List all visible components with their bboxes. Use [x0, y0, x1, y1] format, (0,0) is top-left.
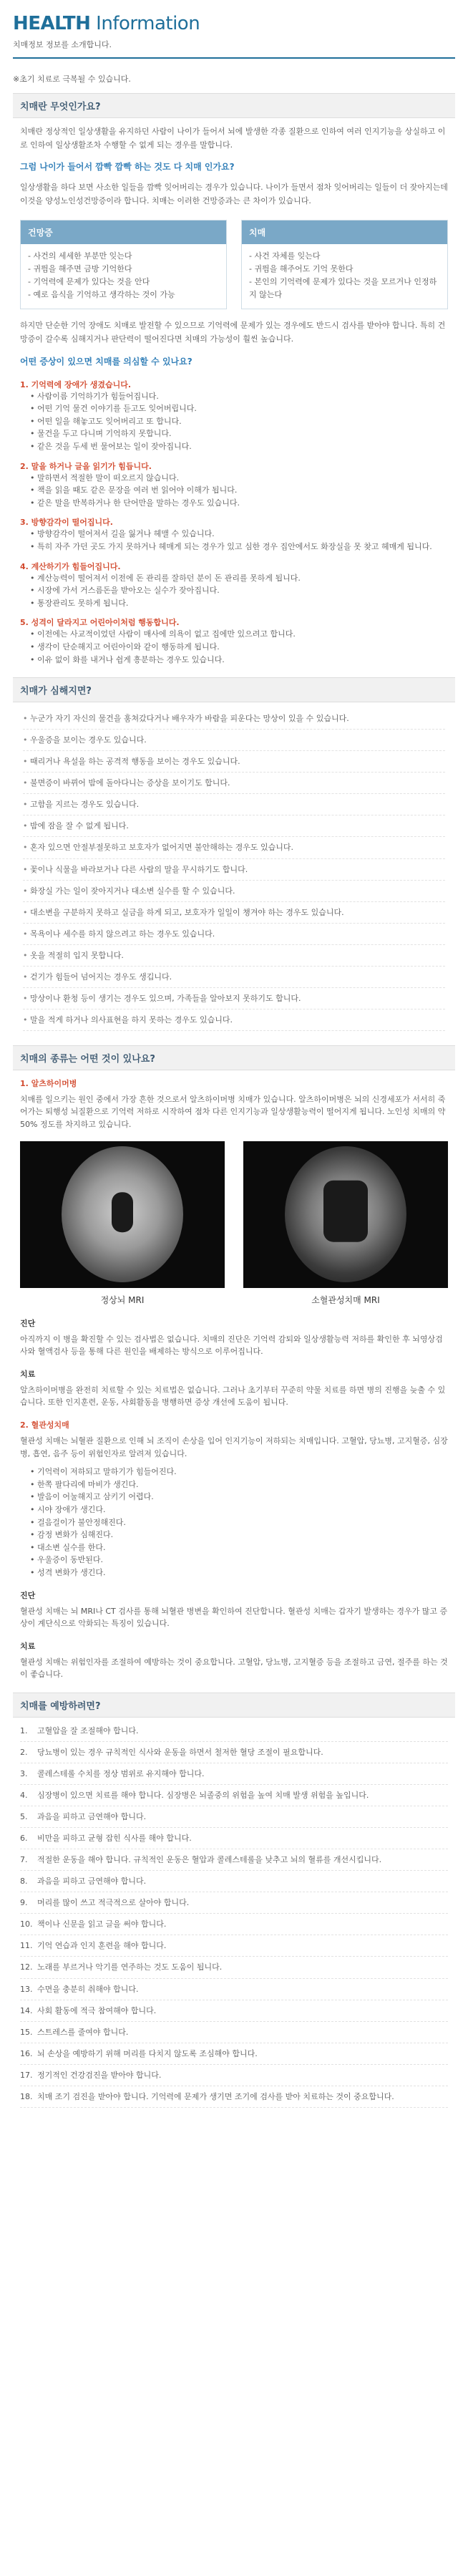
item-text: 과음을 피하고 금연해야 합니다. [37, 1812, 147, 1822]
item-text: 스트레스를 줄여야 합니다. [37, 2027, 129, 2037]
normal-mri-caption: 정상뇌 MRI [100, 1294, 145, 1305]
diagnosis-text-2: 혈관성 치매는 뇌 MRI나 CT 검사를 통해 뇌혈관 병변을 확인하여 진단합니다. 혈관성 치매는 갑자기 발생하는 경우가 많고 증상이 계단식으로 악화되는 특징이 있습니다. [20, 1606, 448, 1629]
list-item [20, 2043, 448, 2065]
list-item [20, 1849, 448, 1871]
list-item: • 시야 장애가 생긴다. [30, 1504, 448, 1516]
symptom-groups [13, 369, 455, 669]
list-item: • 옷을 적절히 입지 못합니다. [23, 945, 445, 967]
list-item: - 본인의 기억력에 문제가 있다는 것을 모르거나 인정하지 않는다 [249, 276, 440, 301]
list-item [20, 1806, 448, 1828]
item-text: 비만을 피하고 균형 잡힌 식사를 해야 합니다. [37, 1834, 192, 1844]
item-number: 17. [20, 2070, 33, 2080]
forgetfulness-text: 일상생활을 하다 보면 사소한 일들을 깜빡 잊어버리는 경우가 있습니다. 나이가 들면서 점차 잊어버리는 일들이 더 잦아지는데 이것을 양성노인성건망증이라 합니다. 치매는 이러한 건망증과는 큰 차이가 있습니다. [20, 183, 448, 206]
item-text: 치매 조기 검진을 받아야 합니다. 기억력에 문제가 생기면 조기에 검사를 받아 치료하는 것이 중요합니다. [37, 2091, 394, 2101]
list-item [20, 1763, 448, 1785]
item-text: 책이나 신문을 읽고 글을 써야 합니다. [37, 1919, 167, 1929]
alzheimer-text: 치매를 일으키는 원인 중에서 가장 흔한 것으로서 알츠하이머병 치매가 있습니다. 알츠하이머병은 뇌의 신경세포가 서서히 죽어가는 퇴행성 뇌질환으로 기억력 저하로 시작하여 점차 다른 인지기능과 일상생활능력이 떨어지게 됩니다. 노인성 치매의 약 50% 정도를 차지하고 있습니다. [20, 1094, 446, 1130]
list-item: • 감정 변화가 심해진다. [30, 1529, 448, 1541]
list-item: • 밤에 잠을 잘 수 없게 됩니다. [23, 815, 445, 837]
symptom-group-title: 4. 계산하기가 힘들어집니다. [20, 561, 121, 571]
treatment-label: 치료 [20, 1369, 36, 1379]
list-item: - 사건 자체를 잊는다 [249, 250, 440, 263]
list-item: • 대소변을 구분하지 못하고 실금을 하게 되고, 보호자가 일일이 챙겨야 하는 경우도 있습니다. [23, 902, 445, 924]
list-item: • 사람이름 기억하기가 힘들어집니다. [30, 390, 448, 403]
header [13, 0, 455, 63]
list-item: • 대소변 실수를 한다. [30, 1541, 448, 1554]
list-item [20, 1871, 448, 1892]
list-item: • 기억력이 저하되고 말하기가 힘들어진다. [30, 1466, 448, 1478]
list-item: • 화장실 가는 일이 잦아지거나 대소변 실수를 할 수 있습니다. [23, 881, 445, 902]
item-number: 6. [20, 1834, 28, 1844]
list-item: • 어떤 기억 물건 이야기를 듣고도 잊어버립니다. [30, 402, 448, 415]
list-item: • 어떤 일을 해놓고도 잊어버리고 또 합니다. [30, 415, 448, 428]
vascular-mri [243, 1141, 448, 1306]
section-worsening: 치매가 심해지면? [13, 677, 455, 702]
item-text: 고혈압을 잘 조절해야 합니다. [37, 1725, 139, 1735]
forgetfulness-box [20, 220, 227, 310]
list-item: • 말을 적게 하거나 의사표현을 하지 못하는 경우도 있습니다. [23, 1009, 445, 1031]
item-number: 10. [20, 1919, 33, 1929]
list-item: • 고함을 지르는 경우도 있습니다. [23, 794, 445, 815]
list-item: • 통장관리도 못하게 됩니다. [30, 597, 448, 610]
item-number: 1. [20, 1725, 28, 1735]
treatment-text-2: 혈관성 치매는 위험인자를 조절하여 예방하는 것이 중요합니다. 고혈압, 당뇨병, 고지혈증 등을 조절하고 금연, 절주를 하는 것이 좋습니다. [20, 1657, 448, 1680]
item-number: 5. [20, 1812, 28, 1822]
item-text: 수면을 충분히 취해야 합니다. [37, 1984, 139, 1994]
item-number: 16. [20, 2048, 33, 2058]
list-item [20, 1979, 448, 2000]
list-item: • 말하면서 적절한 말이 떠오르지 않습니다. [30, 472, 448, 485]
item-number: 8. [20, 1877, 28, 1887]
list-item: • 때리거나 욕설을 하는 공격적 행동을 보이는 경우도 있습니다. [23, 751, 445, 773]
list-item [20, 1785, 448, 1806]
symptoms-question: 어떤 증상이 있으면 치매를 의심할 수 있나요? [20, 356, 192, 367]
list-item [20, 2086, 448, 2108]
vascular-mri-image [243, 1141, 448, 1288]
vascular-title: 2. 혈관성치매 [20, 1420, 69, 1430]
list-item [20, 2022, 448, 2043]
dementia-box-list [242, 244, 447, 309]
symptom-group-title: 3. 방향감각이 떨어집니다. [20, 518, 113, 528]
section-types: 치매의 종류는 어떤 것이 있나요? [13, 1045, 455, 1070]
forgetfulness-warning: 하지만 단순한 기억 장애도 치매로 발전할 수 있으므로 기억력에 문제가 있는 경우에도 반드시 검사를 받아야 합니다. 특히 건망증이 갈수록 심해지거나 판단력이 떨어진다면 치매의 가능성이 훨씬 높습니다. [20, 321, 446, 344]
brain-ventricle [323, 1181, 368, 1242]
list-item: • 우울증이 동반된다. [30, 1554, 448, 1567]
list-item: • 꽃이나 식물을 바라보거나 다른 사람의 말을 무시하기도 합니다. [23, 859, 445, 881]
list-item: • 같은 말을 반복하거나 한 단어만을 말하는 경우도 있습니다. [30, 497, 448, 510]
title-information: Information [90, 13, 200, 34]
item-number: 15. [20, 2027, 33, 2037]
item-number: 9. [20, 1898, 28, 1908]
list-item: • 방향감각이 떨어져서 길을 잃거나 헤맬 수 있습니다. [30, 528, 448, 541]
list-item: • 불면증이 바뀌어 밤에 돌아다니는 증상을 보이기도 합니다. [23, 773, 445, 794]
brain-scan [62, 1146, 183, 1282]
item-number: 2. [20, 1748, 28, 1757]
item-text: 심장병이 있으면 치료를 해야 합니다. 심장병은 뇌졸중의 위험을 높여 치매 발생 위험을 높입니다. [37, 1791, 369, 1801]
diagnosis-label-2: 진단 [20, 1590, 36, 1600]
list-item [20, 2065, 448, 2086]
item-text: 적절한 운동을 해야 합니다. 규칙적인 운동은 혈압과 콜레스테롤을 낮추고 뇌의 혈류를 개선시킵니다. [37, 1855, 382, 1865]
section-what-is-dementia: 치매란 무엇인가요? [13, 93, 455, 118]
list-item: • 누군가 자기 자신의 물건을 훔쳐갔다거나 배우자가 바람을 피운다는 망상이 있을 수 있습니다. [23, 708, 445, 730]
item-number: 12. [20, 1962, 33, 1972]
item-number: 13. [20, 1984, 33, 1994]
item-text: 당뇨병이 있는 경우 규칙적인 식사와 운동을 하면서 철저한 혈당 조절이 필요합니다. [37, 1748, 323, 1757]
brain-ventricle [112, 1192, 133, 1232]
item-text: 과음을 피하고 금연해야 합니다. [37, 1877, 147, 1887]
list-item [20, 2000, 448, 2022]
item-number: 4. [20, 1791, 28, 1801]
list-item: • 한쪽 팔다리에 마비가 생긴다. [30, 1478, 448, 1491]
symptom-group-title: 1. 기억력에 장애가 생겼습니다. [20, 379, 132, 389]
list-item: • 계산능력이 떨어져서 이전에 돈 관리를 잘하던 분이 돈 관리를 못하게 됩니다. [30, 572, 448, 585]
prevention-list [13, 1718, 455, 2111]
vascular-text: 혈관성 치매는 뇌혈관 질환으로 인해 뇌 조직이 손상을 입어 인지기능이 저하되는 치매입니다. 고혈압, 당뇨병, 고지혈증, 심장병, 흡연, 음주 등이 위험인자로 알려져 있습니다. [20, 1436, 448, 1458]
list-item: • 발음이 어눌해지고 삼키기 어렵다. [30, 1491, 448, 1504]
list-item: • 책을 읽을 때도 같은 문장을 여러 번 읽어야 이해가 됩니다. [30, 484, 448, 497]
forgetfulness-box-list [21, 244, 226, 309]
list-item: - 귀띔을 해주어도 기억 못한다 [249, 263, 440, 276]
list-item: • 걷기가 힘들어 넘어지는 경우도 생깁니다. [23, 967, 445, 988]
list-item [20, 1742, 448, 1763]
list-item: • 혼자 있으면 안절부절못하고 보호자가 없어지면 불안해하는 경우도 있습니다. [23, 837, 445, 858]
list-item: • 특히 자주 가던 곳도 가지 못하거나 헤매게 되는 경우가 있고 심한 경우 집안에서도 화장실을 못 찾고 헤매게 됩니다. [30, 541, 448, 553]
section-prevention: 치매를 예방하려면? [13, 1693, 455, 1718]
symptom-group-title: 2. 말을 하거나 글을 읽기가 힘듭니다. [20, 461, 152, 471]
page-title [13, 13, 455, 34]
item-number: 3. [20, 1769, 28, 1779]
list-item [20, 1892, 448, 1914]
list-item: • 우울증을 보이는 경우도 있습니다. [23, 730, 445, 751]
symptom-group-items [20, 628, 448, 666]
mri-comparison [13, 1134, 455, 1310]
diagnosis-text: 아직까지 이 병을 확진할 수 있는 검사법은 없습니다. 치매의 진단은 기억력 감퇴와 일상생활능력 저하를 확인한 후 뇌영상검사와 혈액검사 등을 통해 다른 원인을 배제하는 방식으로 이루어집니다. [20, 1334, 443, 1357]
list-item [20, 1957, 448, 1978]
list-item: • 걸음걸이가 불안정해진다. [30, 1516, 448, 1529]
worsening-list [13, 702, 455, 1037]
treatment-text: 알츠하이머병을 완전히 치료할 수 있는 치료법은 없습니다. 그러나 초기부터 꾸준히 약물 치료를 하면 병의 진행을 늦출 수 있습니다. 또한 인지훈련, 운동, 사회활동을 병행하면 증상 개선에 도움이 됩니다. [20, 1385, 446, 1408]
item-text: 콜레스테롤 수치를 정상 범위로 유지해야 합니다. [37, 1769, 205, 1779]
item-number: 18. [20, 2091, 33, 2101]
item-text: 정기적인 건강검진을 받아야 합니다. [37, 2070, 162, 2080]
list-item: • 목욕이나 세수를 하지 않으려고 하는 경우도 있습니다. [23, 924, 445, 945]
item-number: 14. [20, 2005, 33, 2015]
symptom-group-title: 5. 성격이 달라지고 어린아이처럼 행동합니다. [20, 618, 180, 628]
intro-note: ※초기 치료로 극복될 수 있습니다. [13, 74, 131, 84]
item-text: 머리를 많이 쓰고 적극적으로 살아야 합니다. [37, 1898, 190, 1908]
what-is-dementia-text: 치매란 정상적인 일상생활을 유지하던 사람이 나이가 들어서 뇌에 발생한 각종 질환으로 인하여 여러 인지기능을 상실하고 이로 인하여 일상생활조차 수행할 수 없게 되는 경우를 말합니다. [20, 127, 446, 150]
symptom-group-items [20, 528, 448, 553]
symptom-group-items [20, 390, 448, 453]
dementia-box-title: 치매 [242, 221, 447, 244]
normal-mri [20, 1141, 225, 1306]
forgetfulness-question: 그럼 나이가 들어서 깜빡 깜빡 하는 것도 다 치매 인가요? [20, 162, 235, 173]
title-health: HEALTH [13, 13, 91, 34]
page-subtitle: 치매정보 정보를 소개합니다. [13, 40, 112, 49]
treatment-label-2: 치료 [20, 1641, 36, 1651]
list-item: - 기억력에 문제가 있다는 것을 안다 [28, 276, 219, 289]
symptom-group-items [20, 472, 448, 510]
list-item: • 시장에 가서 거스름돈을 받아오는 실수가 잦아집니다. [30, 584, 448, 597]
list-item [20, 1720, 448, 1742]
list-item [20, 1914, 448, 1935]
item-number: 7. [20, 1855, 28, 1865]
item-text: 노래를 부르거나 악기를 연주하는 것도 도움이 됩니다. [37, 1962, 223, 1972]
header-divider [13, 57, 455, 59]
vascular-symptom-list [13, 1463, 455, 1582]
list-item [20, 1828, 448, 1849]
diagnosis-label: 진단 [20, 1318, 36, 1328]
vascular-mri-caption: 소혈관성치매 MRI [311, 1294, 380, 1305]
item-text: 사회 활동에 적극 참여해야 합니다. [37, 2005, 157, 2015]
item-text: 기억 연습과 인지 훈련을 해야 합니다. [37, 1941, 167, 1951]
list-item: - 귀띔을 해주면 금방 기억한다 [28, 263, 219, 276]
forgetfulness-box-title: 건망증 [21, 221, 226, 244]
list-item: • 같은 것을 두세 번 물어보는 일이 잦아집니다. [30, 440, 448, 453]
list-item: • 생각이 단순해지고 어린아이와 같이 행동하게 됩니다. [30, 641, 448, 654]
comparison-boxes [13, 213, 455, 313]
brain-scan [285, 1146, 406, 1282]
symptom-group-items [20, 572, 448, 610]
dementia-box [241, 220, 448, 310]
list-item: - 예로 음식을 기억하고 생각하는 것이 가능 [28, 289, 219, 301]
list-item: • 물건을 두고 다니며 기억하지 못합니다. [30, 427, 448, 440]
list-item: • 성격 변화가 생긴다. [30, 1567, 448, 1579]
alzheimer-title: 1. 알츠하이머병 [20, 1078, 77, 1088]
list-item: • 망상이나 환청 등이 생기는 경우도 있으며, 가족들을 알아보지 못하기도 합니다. [23, 988, 445, 1009]
normal-mri-image [20, 1141, 225, 1288]
list-item: • 이유 없이 화를 내거나 쉽게 흥분하는 경우도 있습니다. [30, 654, 448, 667]
list-item [20, 1935, 448, 1957]
item-number: 11. [20, 1941, 33, 1951]
list-item: - 사건의 세세한 부분만 잊는다 [28, 250, 219, 263]
item-text: 뇌 손상을 예방하기 위해 머리를 다치지 않도록 조심해야 합니다. [37, 2048, 258, 2058]
list-item: • 이전에는 사교적이었던 사람이 매사에 의욕이 없고 집에만 있으려고 합니다. [30, 628, 448, 641]
